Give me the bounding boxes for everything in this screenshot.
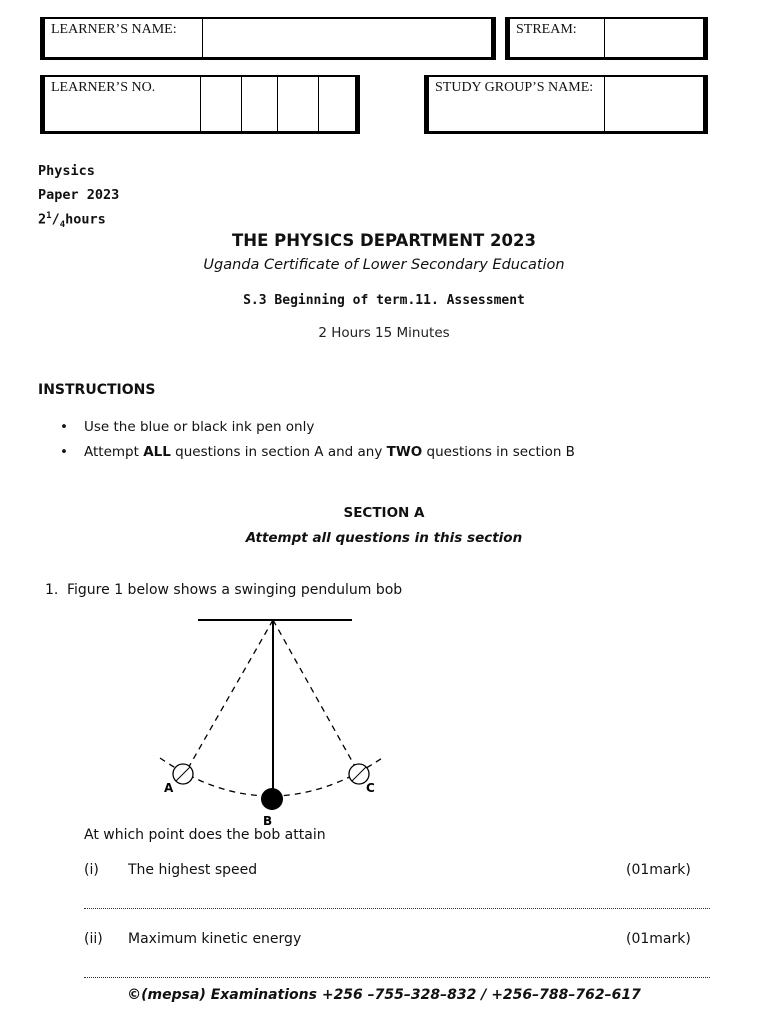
learner-number-box bbox=[40, 75, 360, 134]
instructions-heading: INSTRUCTIONS bbox=[38, 382, 156, 398]
instruction-text: questions in section A and any bbox=[170, 444, 387, 460]
stream-label: STREAM: bbox=[510, 19, 605, 57]
time-numerator: 1 bbox=[46, 211, 52, 221]
part-text: The highest speed bbox=[128, 862, 258, 878]
section-a-title: SECTION A bbox=[343, 505, 425, 521]
instruction-emphasis: ALL bbox=[143, 444, 171, 460]
label-c: C bbox=[366, 781, 375, 795]
learner-name-box bbox=[40, 17, 496, 60]
section-a-subtitle: Attempt all questions in this section bbox=[245, 530, 523, 546]
answer-line[interactable] bbox=[84, 908, 710, 909]
learner-number-digit[interactable] bbox=[278, 77, 319, 131]
learner-number-digit[interactable] bbox=[201, 77, 242, 131]
question-prompt: At which point does the bob attain bbox=[84, 827, 326, 843]
part-marks: (01mark) bbox=[626, 862, 691, 878]
pendulum-dashed-string-left bbox=[187, 620, 273, 770]
footer-contact: ©(mepsa) Examinations +256 –755–328–832 / +256–788–762–617 bbox=[127, 987, 641, 1003]
instruction-item bbox=[60, 419, 314, 435]
question-number: 1. bbox=[45, 582, 59, 598]
learner-number-digit[interactable] bbox=[242, 77, 278, 131]
exam-subtitle: Uganda Certificate of Lower Secondary Education bbox=[203, 257, 565, 273]
paper-label: Paper 2023 bbox=[38, 187, 120, 203]
time-allowed: $2^1/_4hours$ bbox=[38, 211, 106, 231]
time-unit: hours bbox=[65, 211, 106, 228]
bob-position-b bbox=[261, 788, 283, 810]
assessment-label: S.3 Beginning of term.11. Assessment bbox=[243, 293, 525, 308]
part-number: (i) bbox=[84, 862, 99, 878]
learner-number-label: LEARNER’S NO. bbox=[45, 77, 201, 131]
time-whole: 2 bbox=[38, 211, 47, 228]
instruction-item bbox=[60, 444, 575, 460]
part-text: Maximum kinetic energy bbox=[128, 931, 302, 947]
time-denominator: 4 bbox=[59, 220, 66, 231]
instruction-text: questions in section B bbox=[422, 444, 575, 460]
subject-label: Physics bbox=[38, 163, 95, 179]
learner-name-label: LEARNER’S NAME: bbox=[45, 19, 203, 57]
question-text: Figure 1 below shows a swinging pendulum bob bbox=[67, 582, 403, 598]
instruction-text: Use the blue or black ink pen only bbox=[84, 419, 315, 435]
label-a: A bbox=[164, 781, 174, 795]
bullet-icon: • bbox=[60, 419, 68, 435]
answer-line[interactable] bbox=[84, 977, 710, 978]
stream-field[interactable] bbox=[605, 19, 703, 57]
pendulum-figure bbox=[150, 610, 400, 830]
exam-title: THE PHYSICS DEPARTMENT 2023 bbox=[232, 231, 536, 250]
part-marks: (01mark) bbox=[626, 931, 691, 947]
instruction-text: Attempt bbox=[84, 444, 144, 460]
bullet-icon: • bbox=[60, 444, 68, 460]
pendulum-dashed-string-right bbox=[273, 620, 357, 770]
stream-box bbox=[505, 17, 708, 60]
learner-name-field[interactable] bbox=[203, 19, 491, 57]
duration-label: 2 Hours 15 Minutes bbox=[318, 325, 450, 341]
instruction-emphasis: TWO bbox=[386, 444, 423, 460]
bob-position-a bbox=[173, 764, 193, 784]
learner-number-digit[interactable] bbox=[319, 77, 355, 131]
part-number: (ii) bbox=[84, 931, 103, 947]
study-group-label: STUDY GROUP’S NAME: bbox=[429, 77, 605, 131]
study-group-box bbox=[424, 75, 708, 134]
label-b: B bbox=[263, 814, 273, 828]
study-group-field[interactable] bbox=[605, 77, 703, 131]
